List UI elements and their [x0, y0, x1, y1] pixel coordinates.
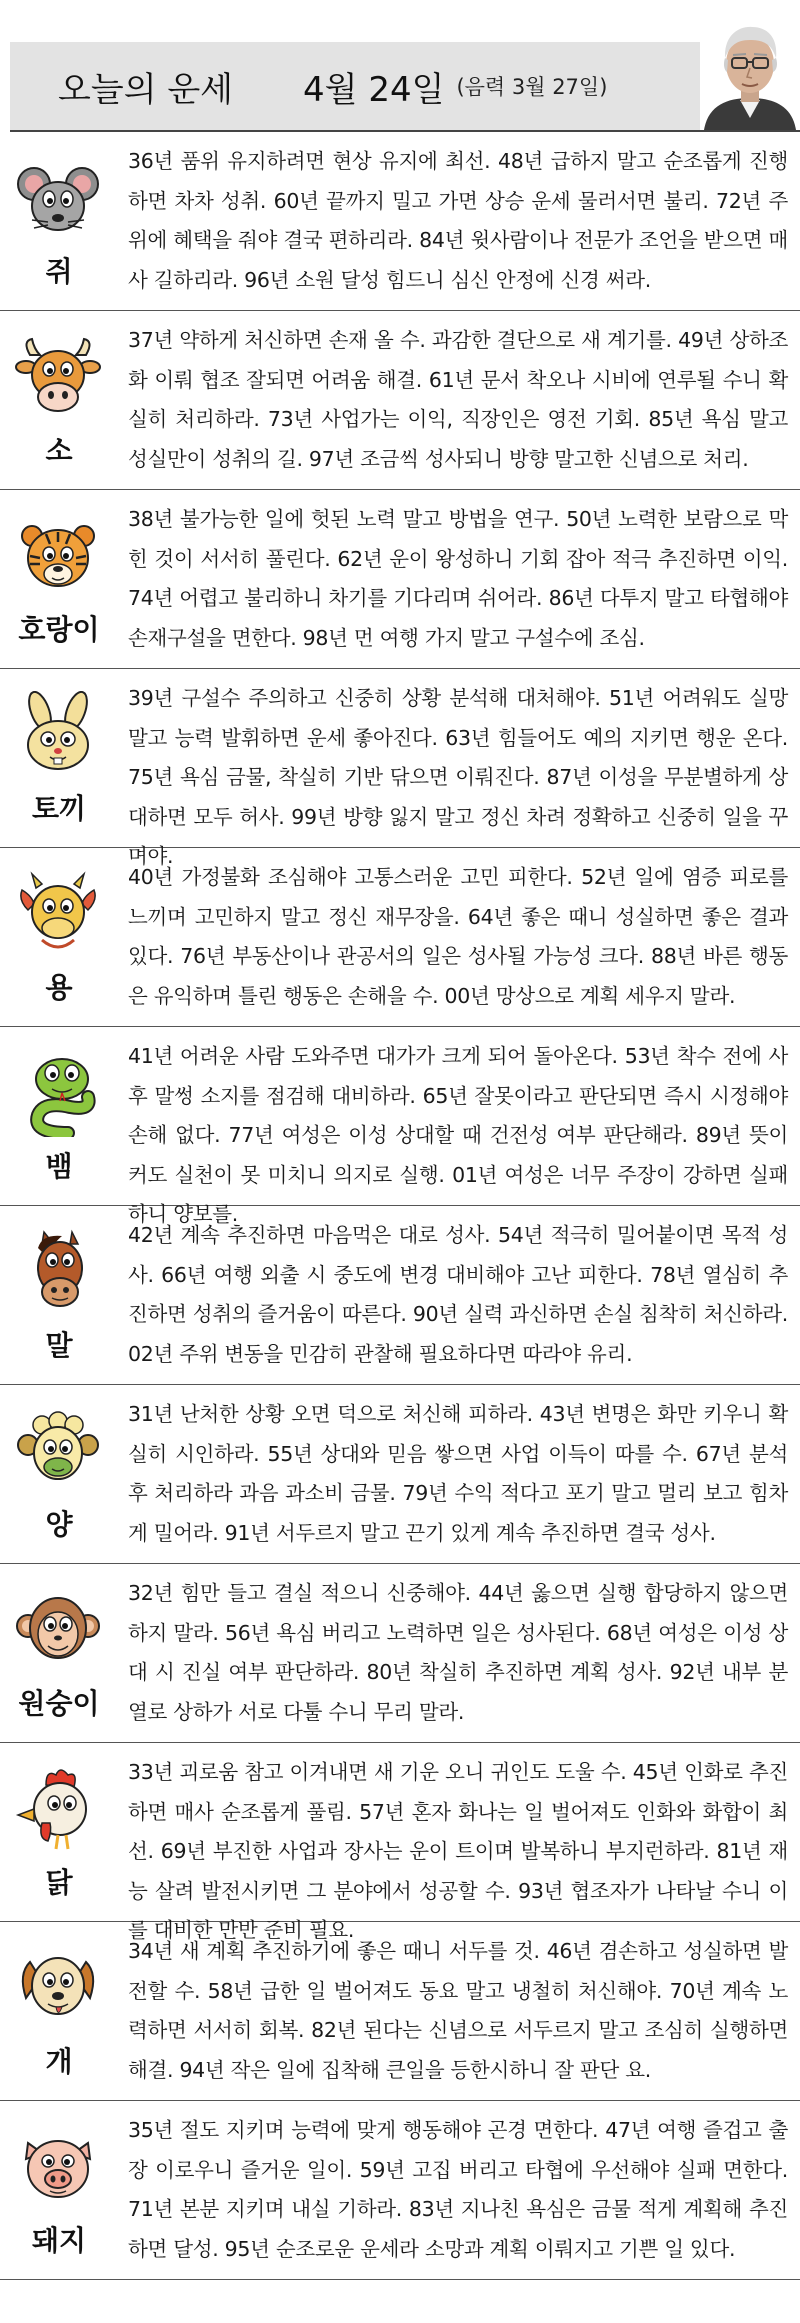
horoscope-entry-ox: [0, 311, 800, 490]
fortune-text: 40년 가정불화 조심해야 고통스러운 고민 피한다. 52년 일에 염증 피로를 느끼며 고민하지 말고 정신 재무장을. 64년 좋은 때니 성실하면 좋은 결과 있다. 76년 부동산이나 관공서의 일은 성사될 가능성 크다. 88년 바른 행동은 유익하며 틀린 행동은 손해을 수. 00년 망상으로 계획 세우지 말라.: [128, 865, 788, 1008]
animal-column: [0, 490, 118, 668]
rat-icon: [12, 154, 104, 242]
animal-name: 호랑이: [18, 613, 100, 646]
fortune-text: 38년 불가능한 일에 헛된 노력 말고 방법을 연구. 50년 노력한 보람으로 막힌 것이 서서히 풀린다. 62년 운이 왕성하니 기회 잡아 적극 추진하면 이익. 74년 어렵고 불리하니 차기를 기다리며 쉬어라. 86년 다투지 말고 타협해야 손재구설을 면한다. 98년 먼 여행 가지 말고 구설수에 조심.: [128, 507, 788, 650]
fortune-text: 36년 품위 유지하려면 현상 유지에 최선. 48년 급하지 말고 순조롭게 진행하면 차차 성취. 60년 끝까지 밀고 가면 상승 운세 물러서면 불리. 72년 주위에 혜택을 줘야 결국 편하리라. 84년 윗사람이나 전문가 조언을 받으면 매사 길하리라. 96년 소원 달성 힘드니 심신 안정에 신경 써라.: [128, 149, 788, 292]
dog-icon: [12, 1944, 104, 2032]
horoscope-entry-pig: [0, 2101, 800, 2280]
fortune-text: 41년 어려운 사람 도와주면 대가가 크게 되어 돌아온다. 53년 착수 전에 사후 말썽 소지를 점검해 대비하라. 65년 잘못이라고 판단되면 즉시 시정해야 손해 없다. 77년 여성은 이성 상대할 때 건전성 여부 판단해라. 89년 뜻이 커도 실천이 못 미치니 의지로 실행. 01년 여성은 너무 주장이 강하면 실패하니 양보를.: [128, 1044, 788, 1226]
animal-name: 말: [45, 1329, 73, 1362]
horoscope-entry-monkey: [0, 1564, 800, 1743]
animal-name: 돼지: [31, 2224, 87, 2257]
animal-name: 개: [45, 2045, 73, 2078]
animal-column: [0, 1385, 118, 1563]
rabbit-icon: [12, 691, 104, 779]
animal-name: 소: [45, 434, 73, 467]
horse-icon: [12, 1228, 104, 1316]
fortune-text: 34년 새 계획 추진하기에 좋은 때니 서두를 것. 46년 겸손하고 성실하면 발전할 수. 58년 급한 일 벌어져도 동요 말고 냉철히 처신해야. 70년 계속 노력하면 서서히 회복. 82년 된다는 신념으로 서두르지 말고 조심히 실행하면 해결. 94년 작은 일에 집착해 큰일을 등한시하니 잘 판단 요.: [128, 1939, 788, 2082]
animal-column: [0, 1027, 118, 1205]
animal-name: 원숭이: [18, 1687, 100, 1720]
animal-name: 닭: [45, 1866, 73, 1899]
animal-name: 양: [45, 1508, 73, 1541]
animal-column: [0, 132, 118, 310]
author-photo: [700, 14, 800, 130]
fortune-text: 32년 힘만 들고 결실 적으니 신중해야. 44년 옳으면 실행 합당하지 않으면 하지 말라. 56년 욕심 버리고 노력하면 일은 성사된다. 68년 여성은 이성 상대 시 진실 여부 판단하라. 80년 착실히 추진하면 계획 성사. 92년 내부 분열로 상하가 서로 다툴 수니 무리 말라.: [128, 1581, 788, 1724]
fortune-text: 31년 난처한 상황 오면 덕으로 처신해 피하라. 43년 변명은 화만 키우니 확실히 시인하라. 55년 상대와 믿음 쌓으면 사업 이득이 따를 수. 67년 분석 후 처리하라 과음 과소비 금물. 79년 수익 적다고 포기 말고 멀리 보고 힘차게 밀어라. 91년 서두르지 말고 끈기 있게 계속 추진하면 결국 성사.: [128, 1402, 788, 1545]
pig-icon: [12, 2123, 104, 2211]
fortune-text: 33년 괴로움 참고 이겨내면 새 기운 오니 귀인도 도울 수. 45년 인화로 추진하면 매사 순조롭게 풀림. 57년 혼자 화나는 일 벌어져도 인화와 화합이 최선. 69년 부진한 사업과 장사는 운이 트이며 발복하니 부지런하라. 81년 재능 살려 발전시키면 그 분야에서 성공할 수. 93년 협조자가 나타날 수니 이를 대비한 만반 준비 필요.: [128, 1760, 788, 1942]
horoscope-entry-rooster: [0, 1743, 800, 1942]
animal-name: 쥐: [45, 255, 73, 288]
horoscope-entry-snake: [0, 1027, 800, 1226]
ox-icon: [12, 333, 104, 421]
animal-column: [0, 669, 118, 847]
rooster-icon: [12, 1765, 104, 1853]
horoscope-entry-sheep: [0, 1385, 800, 1564]
animal-name: 용: [45, 971, 73, 1004]
animal-column: [0, 2101, 118, 2279]
animal-column: [0, 311, 118, 489]
horoscope-entry-tiger: [0, 490, 800, 669]
horoscope-entry-dragon: [0, 848, 800, 1027]
lunar-date-label: (음력 3월 27일): [456, 75, 608, 99]
fortune-text: 42년 계속 추진하면 마음먹은 대로 성사. 54년 적극히 밀어붙이면 목적 성사. 66년 여행 외출 시 중도에 변경 대비해야 고난 피한다. 78년 열심히 추진하면 성취의 즐거움이 따른다. 90년 실력 과신하면 손실 침착히 처신하라. 02년 주위 변동을 민감히 관찰해 필요하다면 따라야 유리.: [128, 1223, 788, 1366]
fortune-text: 37년 약하게 처신하면 손재 올 수. 과감한 결단으로 새 계기를. 49년 상하조화 이뤄 협조 잘되면 어려움 해결. 61년 문서 착오나 시비에 연루될 수니 확실히 처리하라. 73년 사업가는 이익, 직장인은 영전 기회. 85년 욕심 말고 성실만이 성취의 길. 97년 조금씩 성사되니 방향 말고한 신념으로 처리.: [128, 328, 788, 471]
fortune-text: 35년 절도 지키며 능력에 맞게 행동해야 곤경 면한다. 47년 여행 즐겁고 출장 이로우니 즐거운 일이. 59년 고집 버리고 타협에 우선해야 실패 면한다. 71년 본분 지키며 내실 기하라. 83년 지나친 욕심은 금물 적게 계획해 추진하면 달성. 95년 순조로운 운세라 소망과 계획 이뤄지고 기쁜 일 있다.: [128, 2118, 788, 2261]
monkey-icon: [12, 1586, 104, 1674]
fortune-text: 39년 구설수 주의하고 신중히 상황 분석해 대처해야. 51년 어려워도 실망 말고 능력 발휘하면 운세 좋아진다. 63년 힘들어도 예의 지키면 행운 온다. 75년 욕심 금물, 착실히 기반 닦으면 이뤄진다. 87년 이성을 무분별하게 상대하면 모두 허사. 99년 방향 잃지 말고 정신 차려 정확하고 신중히 일을 꾸며야.: [128, 686, 788, 868]
dragon-icon: [12, 870, 104, 958]
animal-column: [0, 848, 118, 1026]
horoscope-entry-dog: [0, 1922, 800, 2101]
animal-column: [0, 1206, 118, 1384]
date-label: 4월 24일: [303, 69, 445, 110]
animal-column: [0, 1922, 118, 2100]
animal-column: [0, 1743, 118, 1921]
header-bar: [10, 42, 700, 130]
horoscope-entry-rabbit: [0, 669, 800, 868]
animal-name: 토끼: [31, 792, 87, 825]
horoscope-entry-horse: [0, 1206, 800, 1385]
sheep-icon: [12, 1407, 104, 1495]
horoscope-entry-rat: [0, 132, 800, 311]
horoscope-list: [0, 132, 800, 2280]
page-title: 오늘의 운세: [58, 69, 234, 110]
animal-name: 뱀: [45, 1150, 73, 1183]
tiger-icon: [12, 512, 104, 600]
snake-icon: [12, 1049, 104, 1137]
animal-column: [0, 1564, 118, 1742]
